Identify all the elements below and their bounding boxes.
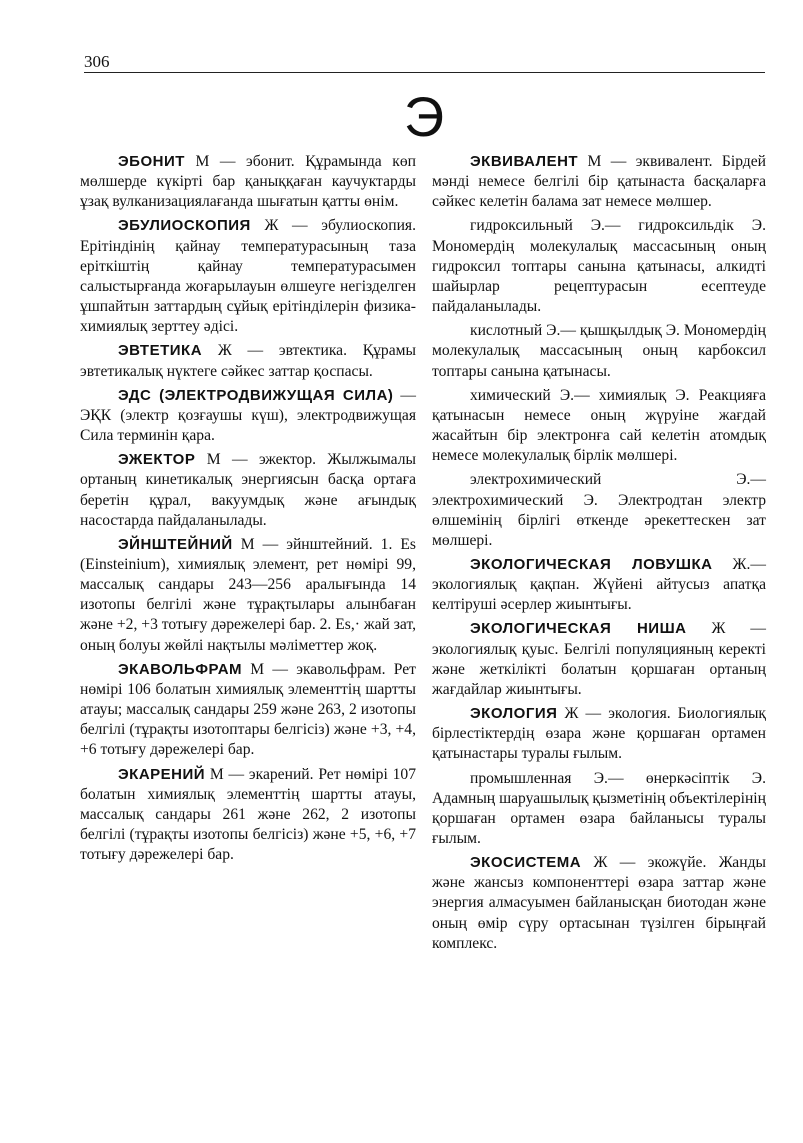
right-column bbox=[432, 152, 766, 958]
sub-entry bbox=[432, 769, 766, 850]
entry-definition: М — экавольфрам. Рет нөмірі 106 болатын химиялық элементтің шартты атауы; массалық сандары 259 және 263, 2 изотопы белгілі (тұрақты изотоптары белгісіз) және +3, +4, +6 тотығу дәрежелері бар. bbox=[80, 660, 416, 759]
entry-definition: химический Э.— химиялық Э. Реакцияға қатынасын немесе оның жүруіне жағдай жасайтын бір электронға сай келетін атомдық немесе молекулалық бірлік мөлшері. bbox=[432, 386, 766, 465]
entry-headword: ЭВТЕТИКА bbox=[118, 342, 203, 360]
dictionary-entry bbox=[80, 660, 416, 761]
dictionary-entry bbox=[80, 152, 416, 212]
entry-definition: Ж.— экологиялық қақпан. Жүйені айтусыз апатқа келтіруші әсерлер жиынтығы. bbox=[432, 555, 766, 614]
dictionary-entry bbox=[80, 765, 416, 866]
entry-headword: ЭКАРЕНИЙ bbox=[118, 765, 206, 783]
entry-headword: ЭКОСИСТЕМА bbox=[470, 854, 582, 872]
dictionary-entry bbox=[432, 704, 766, 764]
dictionary-entry bbox=[80, 216, 416, 337]
dictionary-entry bbox=[80, 341, 416, 381]
dictionary-entry bbox=[432, 555, 766, 615]
entry-definition: — ЭҚК (электр қозғаушы күш), электродвижущая Сила терминін қара. bbox=[80, 386, 416, 445]
entry-headword: ЭЙНШТЕЙНИЙ bbox=[118, 535, 233, 553]
entry-headword: ЭЖЕКТОР bbox=[118, 451, 196, 469]
entry-definition: М — эжектор. Жылжымалы ортаның кинетикалық энергиясын басқа ортаға беретін құрал, вакуумдық және ағындық насостарда пайдаланылады. bbox=[80, 451, 416, 529]
entry-headword: ЭКАВОЛЬФРАМ bbox=[118, 660, 243, 678]
sub-entry bbox=[432, 470, 766, 551]
dictionary-entry bbox=[80, 386, 416, 446]
entry-headword: ЭБОНИТ bbox=[118, 153, 185, 170]
dictionary-entry bbox=[432, 619, 766, 700]
entry-definition: М — эйнштейний. 1. Es (Einsteinium), химиялық элемент, рет нөмірі 99, массалық сандары 243—256 аралығында 14 изотопы белгілі және тұрақтылары алынбаған және +2, +3 тотығу дәрежелері бар. 2. Es,· жай зат, оның болуы жөйлі нақтылы мәліметтер жоқ. bbox=[80, 535, 416, 654]
header-rule bbox=[84, 72, 765, 73]
dictionary-entry bbox=[432, 853, 766, 954]
sub-entry bbox=[432, 321, 766, 381]
entry-definition: Ж — экологиялық қуыс. Белгілі популяцияның керекті және жеткілікті болатын қоршаған ортаның жағдайлар жиынтығы. bbox=[432, 620, 766, 698]
entry-definition: Ж — эбулиоскопия. Ерітіндінің қайнау температурасының таза еріткіштің қайнау температурасымен салыстырғанда жоғарылауын өлшеуге негізделген ұшпайтын заттардың сұйық ерітінділерін физика-химиялық зерттеу әдісі. bbox=[80, 217, 416, 336]
entry-definition: М — эквивалент. Бірдей мәнді немесе белгілі бір қатынаста басқаларға сәйкес келетін балама зат немесе мөлшер. bbox=[432, 153, 766, 211]
section-letter: Э bbox=[403, 85, 445, 148]
entry-headword: ЭКОЛОГИЧЕСКАЯ НИША bbox=[470, 620, 687, 638]
entry-definition: гидроксильный Э.— гидроксильдік Э. Мономердің молекулалық массасының оның гидроксил топтары санына қатынасы, алкидті шайырлар рецептурасын есептеуде пайдаланылады. bbox=[432, 217, 766, 316]
entry-definition: электрохимический Э.— электрохимический Э. Электродтан электр өлшемінің бірлігі өткенде әрекеттескен зат мөлшері. bbox=[432, 471, 766, 549]
entry-headword: ЭКВИВАЛЕНТ bbox=[470, 153, 579, 170]
entry-definition: М — эбонит. Құрамында көп мөлшерде күкірті бар қаныққаған каучуктарды ұзақ вулканизациялағанда шығатын қатты өнім. bbox=[80, 153, 416, 211]
sub-entry bbox=[432, 386, 766, 467]
dictionary-entry bbox=[432, 152, 766, 212]
entry-definition: Ж — экожүйе. Жанды және жансыз компоненттері өзара заттар және энергия алмасуымен байланысқан биотодан және оның өмір сүру ортасынан түзілген бірыңғай комплекс. bbox=[432, 854, 766, 952]
entry-headword: ЭКОЛОГИЧЕСКАЯ ЛОВУШКА bbox=[470, 555, 713, 573]
left-column bbox=[80, 152, 416, 869]
page-number: 306 bbox=[84, 52, 110, 71]
dictionary-entry bbox=[80, 450, 416, 531]
entry-headword: ЭДС (ЭЛЕКТРОДВИЖУЩАЯ СИЛА) bbox=[118, 386, 394, 404]
entry-definition: Ж — эвтектика. Құрамы эвтетикалық нүктеге сәйкес заттар қоспасы. bbox=[80, 342, 416, 380]
entry-definition: промышленная Э.— өнеркәсіптік Э. Адамның шаруашылық қызметінің объектілерінің қоршаған ортамен өзара байланысы туралы ғылым. bbox=[432, 769, 766, 847]
entry-headword: ЭКОЛОГИЯ bbox=[470, 705, 558, 723]
dictionary-entry bbox=[80, 535, 416, 656]
entry-definition: кислотный Э.— қышқылдық Э. Мономердің молекулалық массасының оның карбоксил топтары санына қатынасы. bbox=[432, 322, 766, 380]
entry-headword: ЭБУЛИОСКОПИЯ bbox=[118, 217, 251, 235]
entry-definition: М — экарений. Рет нөмірі 107 болатын химиялық элементтің шартты атауы, массалық сандары 261 және 262, 2 изотопы белгілі (тұрақты изотопы белгісіз) және +5, +6, +7 тотығу дәрежелері бар. bbox=[80, 765, 416, 864]
entry-definition: Ж — экология. Биологиялық бірлестіктердің өзара және қоршаған ортамен қатынастары туралы ғылым. bbox=[432, 705, 766, 763]
sub-entry bbox=[432, 216, 766, 317]
